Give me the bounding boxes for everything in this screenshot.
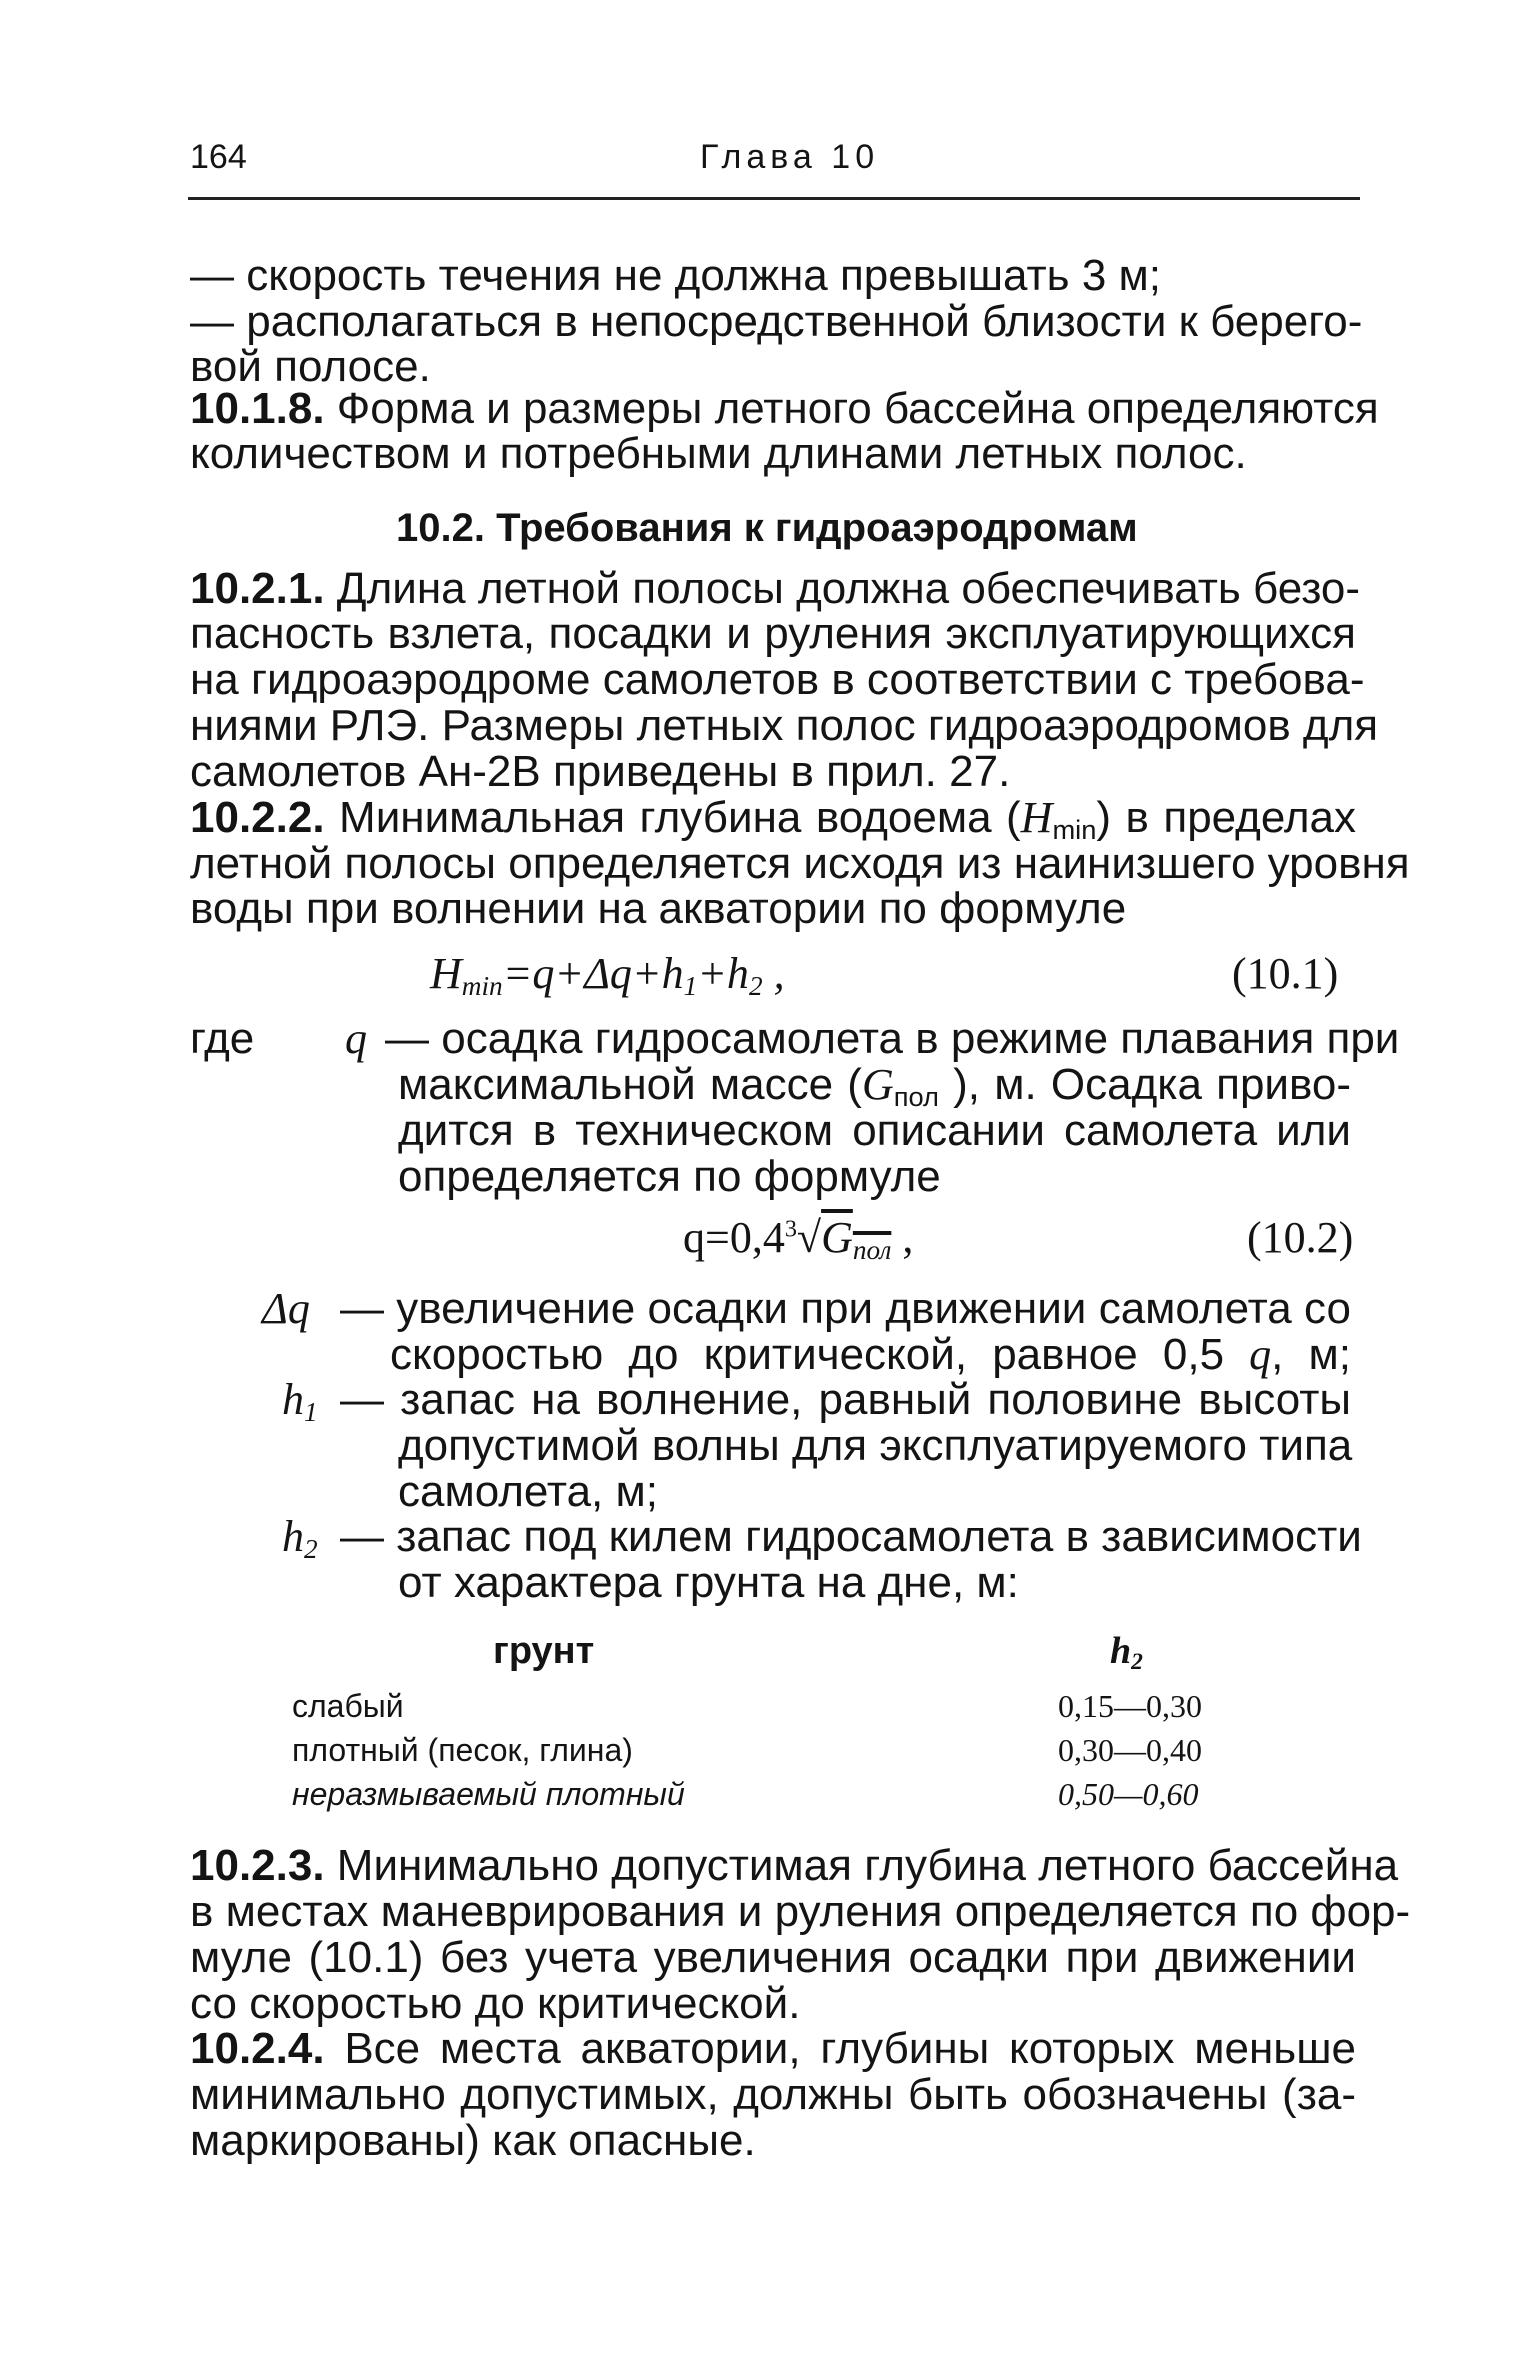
paragraph-number: 10.1.8. [190,384,325,433]
text-line: — запас под килем гидросамолета в зависимости [340,1512,1362,1561]
text-line: муле (10.1) без учета увеличения осадки при движении [190,1933,1356,1982]
text-line: от характера грунта на дне, м: [398,1558,1019,1607]
formula-number: (10.2) [1247,1213,1354,1262]
text-line: со скоростью до критической. [190,1979,801,2028]
text-line: — запас на волнение, равный половине высоты [340,1375,1351,1424]
paragraph-10-2-2-line [190,792,1356,844]
table-cell-soil: слабый [292,1688,404,1724]
text-line: скоростью до критической, равное 0,5 q, м; [390,1330,1351,1379]
table-cell-soil: неразмываемый плотный [292,1776,685,1812]
page-number: 164 [190,138,247,176]
text-line: ниями РЛЭ. Размеры летных полос гидроаэродромов для [190,701,1379,750]
radicand: $G_{пол}$ [821,1213,892,1265]
paragraph-10-2-4-line [190,2023,1356,2075]
text-line: допустимой волны для эксплуатируемого типа [398,1421,1353,1470]
paragraph-text: Минимально допустимая глубина летного бассейна [336,1841,1399,1890]
formula-number: (10.1) [1232,949,1339,998]
paragraph-number: 10.2.4. [190,2024,325,2073]
text-line: вой полосе. [190,342,431,391]
paragraph-text: Длина летной полосы должна обеспечивать безо- [336,564,1361,613]
formula-10-2: $q=0,4^3√G_{пол}$ , [683,1213,914,1265]
text-line: в местах маневрирования и руления определяется по фор- [190,1887,1411,1936]
chapter-title: Глава 10 [700,138,880,176]
paragraph-number: 10.2.1. [190,564,325,613]
header-rule [188,197,1360,200]
symbol-q: q [345,1014,367,1063]
table-row [292,1774,685,1814]
symbol-h1: $h_1$ [282,1375,318,1427]
text-line: количеством и потребными длинами летных полос. [190,429,1247,478]
table-header-soil: грунт [493,1630,595,1672]
paragraph-number: 10.2.3. [190,1841,325,1890]
table-row [292,1686,404,1726]
paragraph-number: 10.2.2. [190,793,325,842]
text-line: маркированы) как опасные. [190,2116,756,2165]
text-line: самолетов Ан-2В приведены в прил. 27. [190,747,1011,796]
text-line: воды при волнении на акватории по формуле [190,884,1127,933]
text-line: — увеличение осадки при движении самолета со [340,1284,1351,1333]
text-line: пасность взлета, посадки и руления эксплуатирующихся [190,609,1356,658]
table-cell-value: 0,15—0,30 [1058,1688,1202,1724]
root-sign: √ [796,1213,822,1262]
table-cell-value: 0,30—0,40 [1058,1732,1202,1768]
text-line: самолета, м; [398,1467,658,1516]
text-line: на гидроаэродроме самолетов в соответствии с требова- [190,655,1365,704]
paragraph-text: Форма и размеры летного бассейна определяются [336,384,1379,433]
formula-10-1: $H_{min}=q+\Delta q+h_1+h_2$ , [430,949,785,1001]
table-cell-soil: плотный (песок, глина) [292,1732,633,1768]
where-word: где [190,1014,255,1063]
text-line: — скорость течения не должна превышать 3 м; [190,251,1161,300]
table-cell-value: 0,50—0,60 [1058,1776,1199,1812]
paragraph-10-2-3-line [190,1840,1399,1892]
table-header-h2: $h_2$ [1110,1630,1143,1675]
text-line: дится в техническом описании самолета или [398,1106,1351,1155]
text-line: — осадка гидросамолета в режиме плавания при [385,1014,1400,1063]
symbol-delta-q: Δq [262,1284,310,1333]
paragraph-text: Все места акватории, глубины которых меньше [344,2024,1356,2073]
symbol-h2: $h_2$ [282,1512,318,1564]
table-row [292,1730,633,1770]
text-line: определяется по формуле [398,1152,941,1201]
text-line: — располагаться в непосредственной близости к берего- [190,297,1363,346]
section-heading: 10.2. Требования к гидроаэродромам [396,506,1138,550]
text-line: летной полосы определяется исходя из наинизшего уровня [190,839,1410,888]
paragraph-text: Минимальная глубина водоема $(H_{min})$ в пределах [339,793,1356,845]
text-line: максимальной массе ($G_{пол}$ ), м. Осадка приво- [398,1060,1351,1112]
text-line: минимально допустимых, должны быть обозначены (за- [190,2070,1356,2119]
